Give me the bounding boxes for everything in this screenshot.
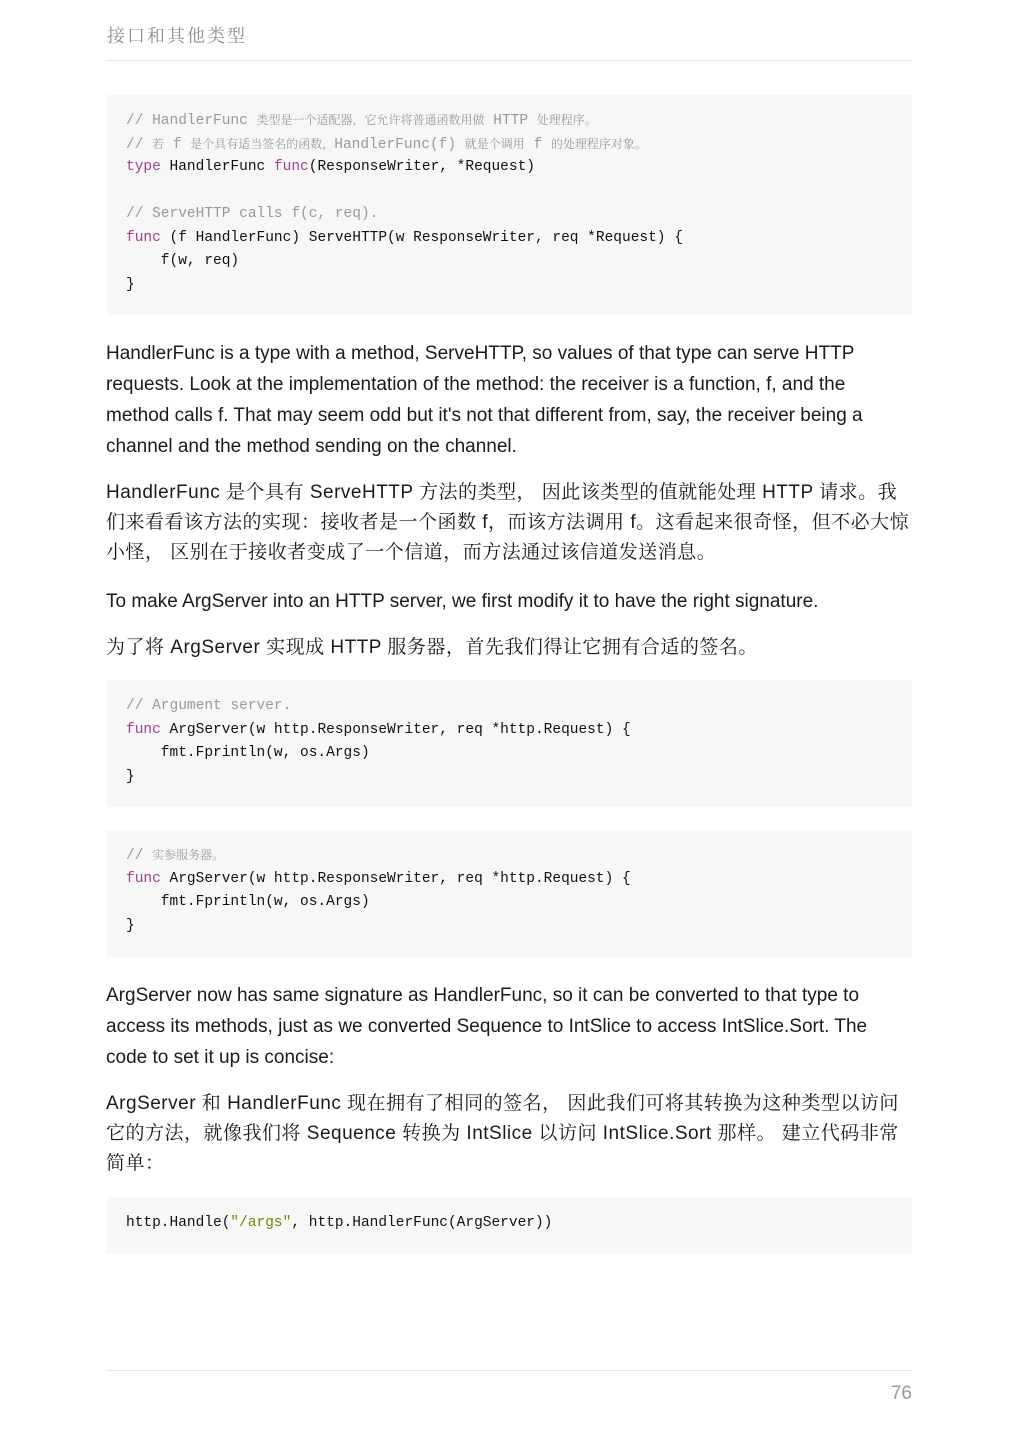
- code-line: // 实参服务器。: [126, 848, 225, 864]
- page-number: 76: [890, 1383, 912, 1404]
- paragraph-zh-conversion: ArgServer 和 HandlerFunc 现在拥有了相同的签名， 因此我们可将其转换为这种类型以访问它的方法，就像我们将 Sequence 转换为 IntSlice 以访问 IntSlice.Sort 那样。 建立代码非常简单：: [106, 1093, 899, 1174]
- code-line: type HandlerFunc func(ResponseWriter, *Request): [126, 159, 535, 175]
- code-line: }: [126, 276, 135, 293]
- code-line: }: [126, 917, 135, 934]
- paragraph-en-argserver: To make ArgServer into an HTTP server, we first modify it to have the right signature.: [106, 591, 819, 612]
- code-block-argserver-zh: [106, 830, 912, 957]
- paragraph-en-handlerfunc: HandlerFunc is a type with a method, ServeHTTP, so values of that type can serve HTTP requests. Look at the implementation of the method: the receiver is a function, f, and the method calls f. That may seem odd but it's not that different from, say, the receiver being a channel and the method sending on the channel.: [106, 343, 863, 457]
- code-line: http.Handle("/args", http.HandlerFunc(ArgServer)): [126, 1215, 553, 1231]
- code-block-handlerfunc: [106, 95, 912, 315]
- code-line: }: [126, 768, 135, 785]
- code-line: // Argument server.: [126, 698, 292, 714]
- code-line: // 若 f 是个具有适当签名的函数，HandlerFunc(f) 就是个调用 f 的处理程序对象。: [126, 136, 647, 153]
- code-line: // ServeHTTP calls f(c, req).: [126, 206, 379, 222]
- code-line: func ArgServer(w http.ResponseWriter, req *http.Request) {: [126, 870, 631, 887]
- code-block-argserver-en: [106, 680, 912, 807]
- code-line: func (f HandlerFunc) ServeHTTP(w ResponseWriter, req *Request) {: [126, 229, 683, 246]
- code-block-handle: [106, 1197, 912, 1254]
- footer-divider: [106, 1370, 912, 1371]
- code-line: func ArgServer(w http.ResponseWriter, req *http.Request) {: [126, 721, 631, 738]
- code-line-blank: [126, 180, 892, 204]
- code-line: fmt.Fprintln(w, os.Args): [126, 894, 370, 910]
- code-line: f(w, req): [126, 253, 240, 269]
- paragraph-zh-argserver: 为了将 ArgServer 实现成 HTTP 服务器，首先我们得让它拥有合适的签名。: [106, 637, 758, 658]
- header-divider: [106, 60, 912, 61]
- page-header-title: 接口和其他类型: [107, 26, 247, 47]
- code-line: fmt.Fprintln(w, os.Args): [126, 745, 370, 761]
- paragraph-en-conversion: ArgServer now has same signature as HandlerFunc, so it can be converted to that type to access its methods, just as we converted Sequence to IntSlice to access IntSlice.Sort. The code to set it up is concise:: [106, 985, 868, 1068]
- code-line: // HandlerFunc 类型是一个适配器，它允许将普通函数用做 HTTP 处理程序。: [126, 113, 597, 129]
- paragraph-zh-handlerfunc: HandlerFunc 是个具有 ServeHTTP 方法的类型， 因此该类型的值就能处理 HTTP 请求。我们来看看该方法的实现：接收者是一个函数 f，而该方法调用 f。这看起来很奇怪，但不必大惊小怪， 区别在于接收者变成了一个信道，而方法通过该信道发送消息。: [106, 482, 910, 563]
